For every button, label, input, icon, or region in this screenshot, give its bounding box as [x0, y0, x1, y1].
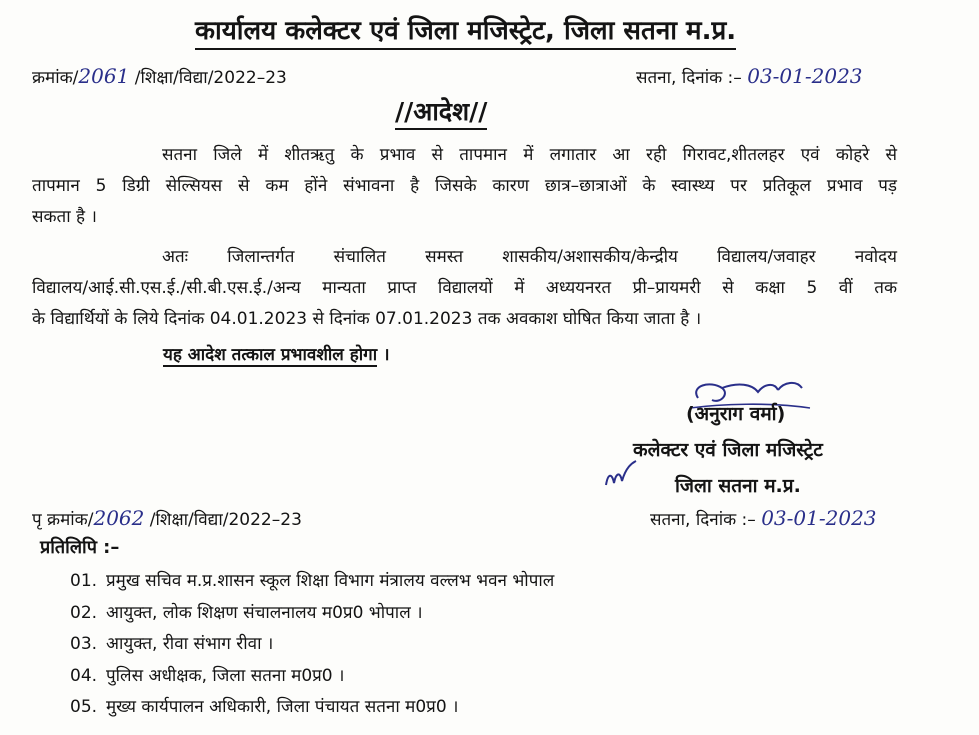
list-item-number: 04. — [70, 665, 98, 686]
copy-number-handwritten: 2062 — [93, 506, 145, 530]
copy-to-title: प्रतिलिपि :– — [40, 537, 120, 558]
list-item — [70, 692, 554, 724]
list-item — [70, 629, 554, 661]
signatory-district: जिला सतना म.प्र. — [675, 475, 801, 497]
signatory-designation: कलेक्टर एवं जिला मजिस्ट्रेट — [633, 439, 823, 461]
list-item-number: 05. — [70, 697, 98, 717]
paragraph-line: सकता है । — [32, 207, 97, 227]
copy-date — [650, 506, 877, 532]
order-date — [636, 64, 863, 90]
paragraph-1 — [32, 140, 897, 233]
list-item — [70, 566, 554, 598]
office-title: कार्यालय कलेक्टर एवं जिला मजिस्ट्रेट, जिला सतना म.प्र. — [195, 14, 736, 50]
list-item-number: 01. — [70, 571, 98, 591]
initials-mark — [600, 455, 640, 490]
paragraph-2 — [32, 242, 897, 335]
order-ref-suffix: /शिक्षा/विद्या/2022–23 — [129, 68, 287, 88]
list-item — [70, 598, 554, 630]
copy-ref-prefix: पृ क्रमांक/ — [32, 510, 94, 530]
order-number-handwritten: 2061 — [78, 64, 130, 88]
paragraph-line: के विद्यार्थियों के लिये दिनांक 04.01.2023 से दिनांक 07.01.2023 तक अवकाश घोषित किया जाता है । — [32, 309, 702, 329]
paragraph-line: अतः जिलान्तर्गत संचालित समस्त शासकीय/अशासकीय/केन्द्रीय विद्यालय/जवाहर नवोदय — [162, 247, 897, 267]
effective-statement — [163, 343, 390, 367]
order-date-handwritten: 03-01-2023 — [747, 64, 863, 88]
order-date-label: सतना, दिनांक :– — [636, 68, 742, 88]
copy-date-handwritten: 03-01-2023 — [761, 506, 877, 530]
copy-ref-suffix: /शिक्षा/विद्या/2022–23 — [144, 510, 302, 530]
signatory-name: (अनुराग वर्मा) — [686, 403, 786, 425]
effective-end: । — [377, 345, 390, 365]
list-item-text: प्रमुख सचिव म.प्र.शासन स्कूल शिक्षा विभाग मंत्रालय वल्लभ भवन भोपाल — [106, 571, 555, 591]
list-item — [70, 661, 554, 693]
list-item-number: 02. — [70, 602, 98, 623]
list-item-text: पुलिस अधीक्षक, जिला सतना म0प्र0 । — [106, 665, 345, 686]
list-item-number: 03. — [70, 634, 98, 654]
order-title: //आदेश// — [395, 96, 487, 130]
list-item-text: आयुक्त, लोक शिक्षण संचालनालय म0प्र0 भोपाल । — [106, 602, 423, 623]
copy-ref — [32, 506, 302, 532]
list-item-text: आयुक्त, रीवा संभाग रीवा । — [106, 634, 274, 654]
copy-date-label: सतना, दिनांक :– — [650, 510, 756, 530]
paragraph-line: विद्यालय/आई.सी.एस.ई./सी.बी.एस.ई./अन्य मान्यता प्राप्त विद्यालयों में अध्ययनरत प्री–प्रायमरी से कक्षा 5 वीं तक — [32, 278, 897, 298]
paragraph-line: सतना जिले में शीतऋतु के प्रभाव से तापमान में लगातार आ रही गिरावट,शीतलहर एवं कोहरे से — [162, 145, 897, 165]
copy-to-list — [70, 566, 554, 724]
effective-text: यह आदेश तत्काल प्रभावशील होगा — [163, 345, 378, 365]
order-ref — [32, 64, 287, 90]
list-item-text: मुख्य कार्यपालन अधिकारी, जिला पंचायत सतना म0प्र0 । — [106, 697, 459, 717]
paragraph-line: तापमान 5 डिग्री सेल्सियस से कम होंने संभावना है जिसके कारण छात्र–छात्राओं के स्वास्थ्य पर प्रतिकूल प्रभाव पड़ — [32, 176, 897, 196]
order-ref-prefix: क्रमांक/ — [32, 68, 79, 88]
